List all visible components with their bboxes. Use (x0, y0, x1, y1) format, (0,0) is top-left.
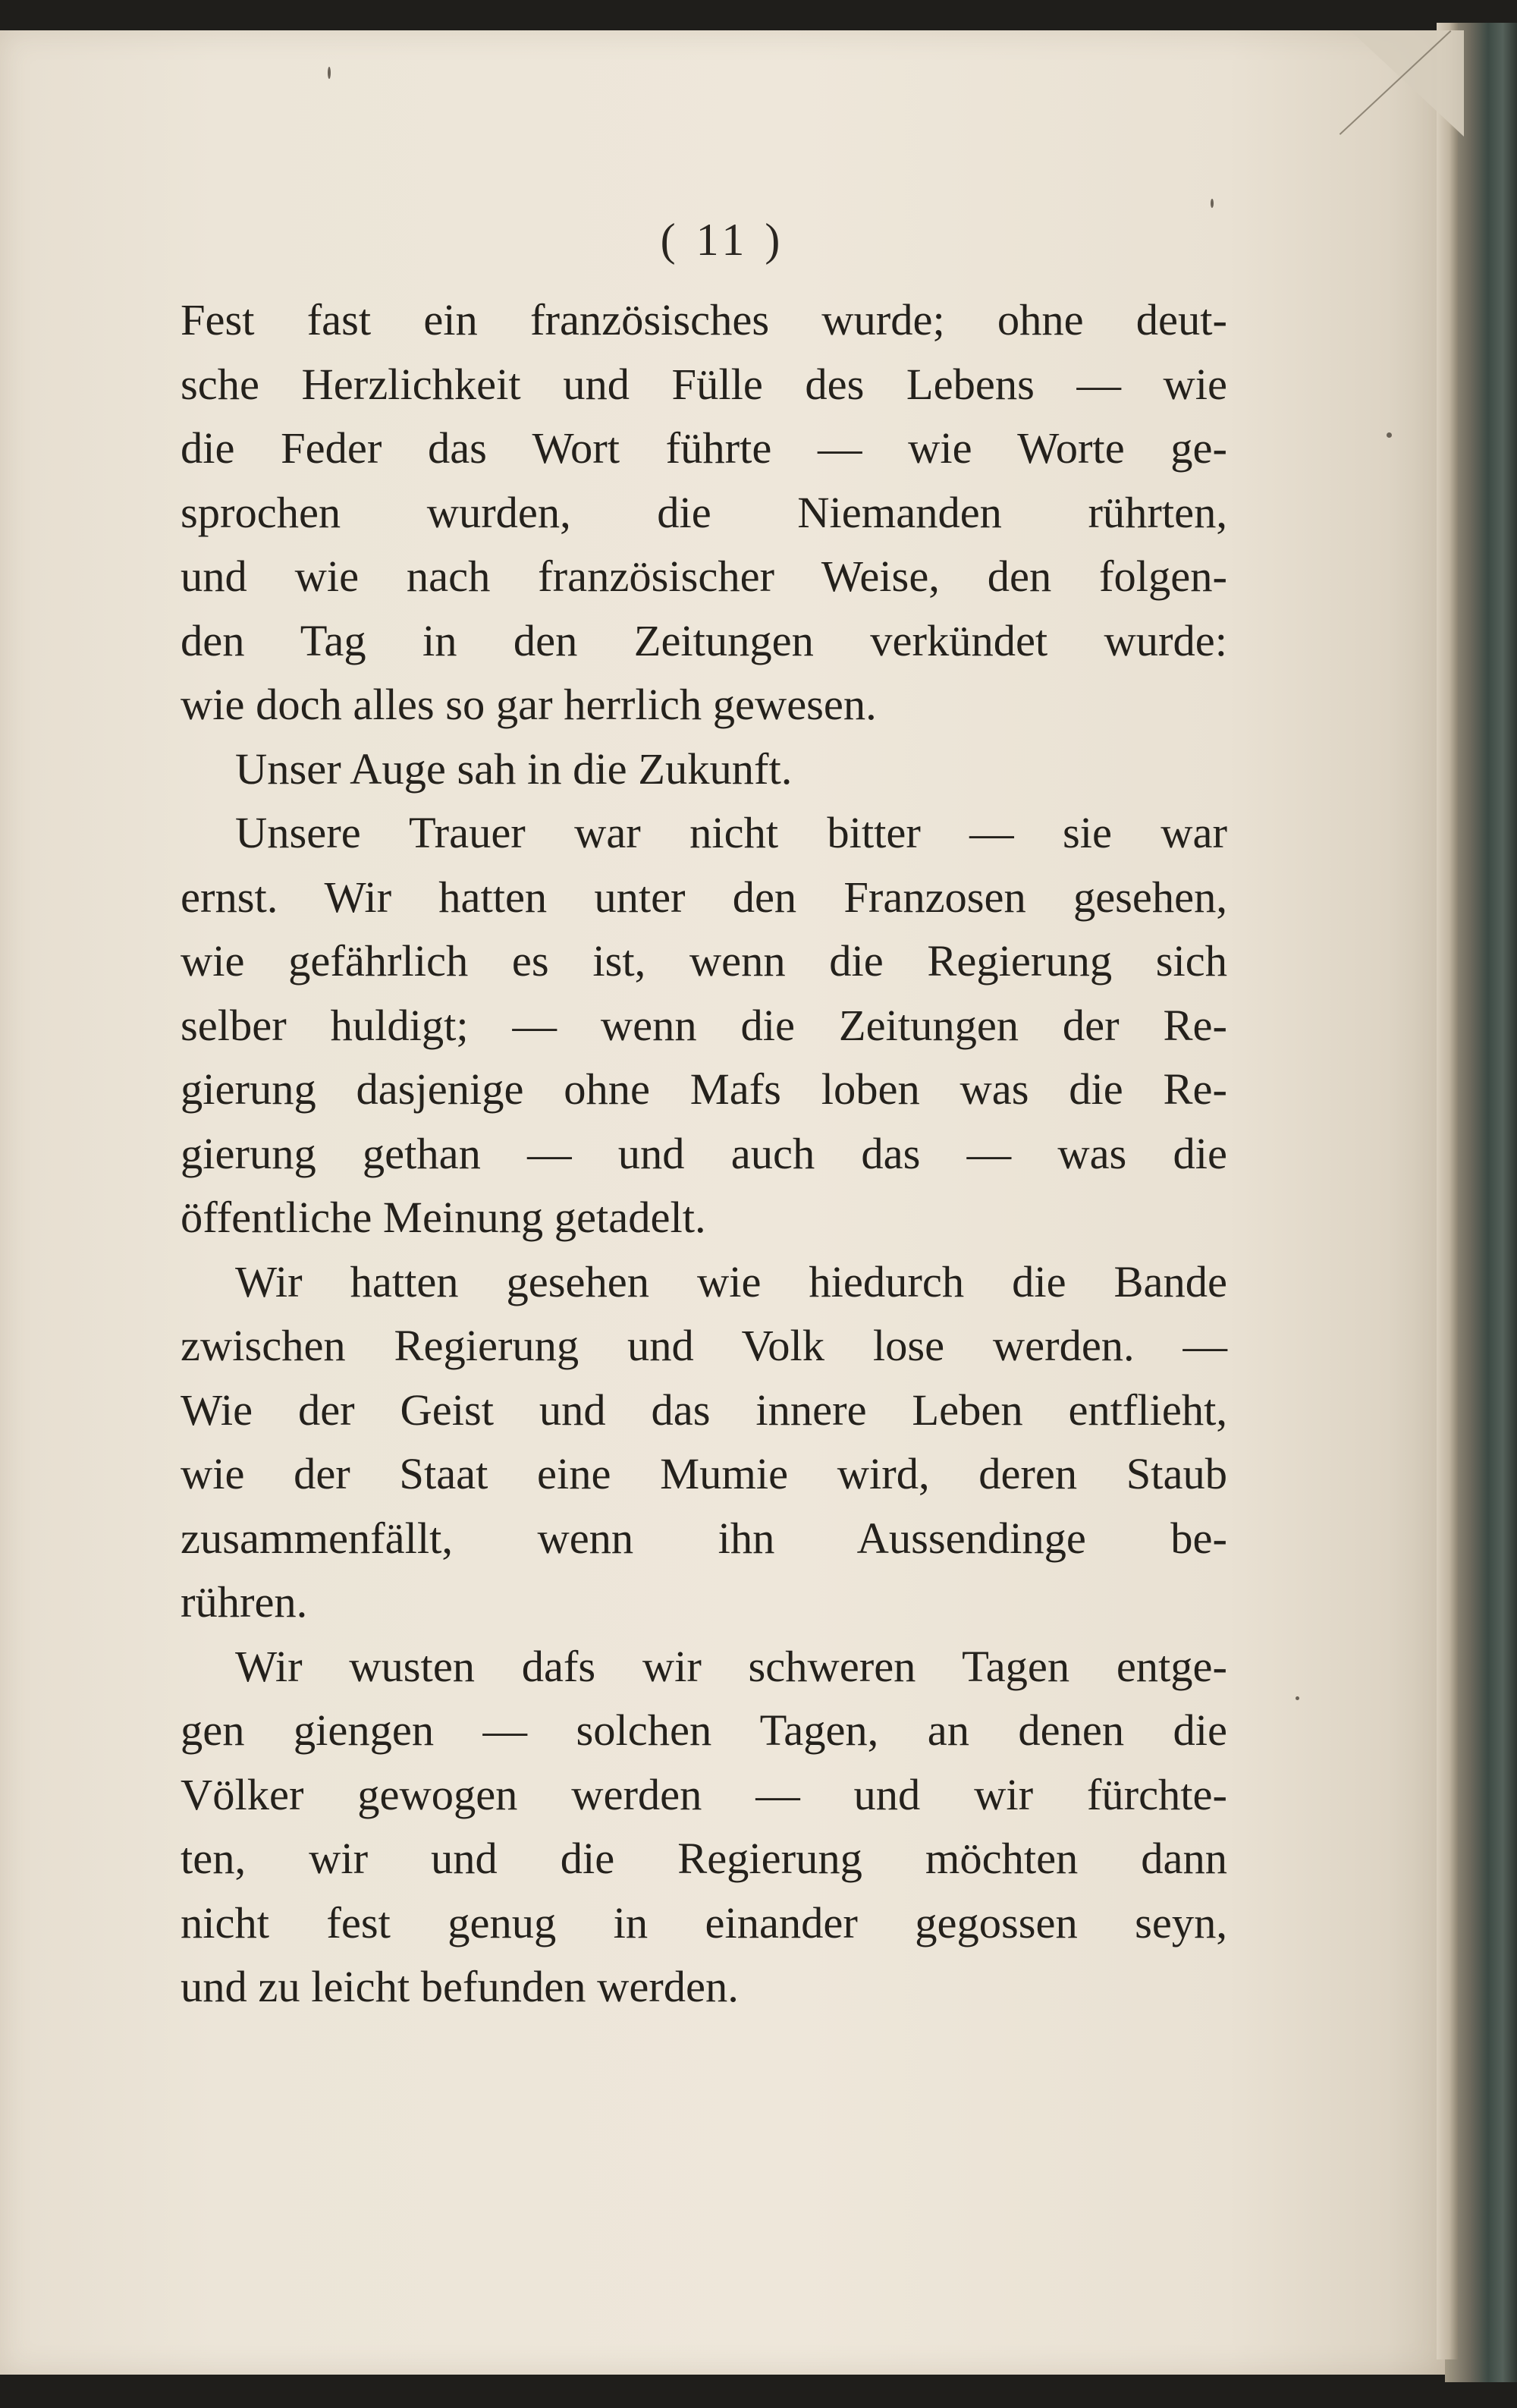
text-line: gierung dasjenige ohne Mafs loben was die Re- (181, 1064, 1227, 1114)
text-line: zusammenfällt, wenn ihn Aussendinge be- (181, 1513, 1227, 1563)
page-number: ( 11 ) (660, 215, 785, 265)
text-line: den Tag in den Zeitungen verkündet wurde: (181, 615, 1227, 665)
text-line: Wir wusten dafs wir schweren Tagen entge- (235, 1641, 1227, 1691)
text-line: gierung gethan — und auch das — was die (181, 1128, 1227, 1178)
body-text (181, 288, 1227, 2020)
paper-speck (1211, 199, 1214, 208)
text-line: zwischen Regierung und Volk lose werden. — (181, 1321, 1227, 1370)
text-line: Wir hatten gesehen wie hiedurch die Bande (235, 1256, 1227, 1306)
text-line: gen giengen — solchen Tagen, an denen die (181, 1705, 1227, 1755)
text-line: ernst. Wir hatten unter den Franzosen gesehen, (181, 872, 1227, 922)
text-line: sprochen wurden, die Niemanden rührten, (181, 487, 1227, 537)
text-line: Unsere Trauer war nicht bitter — sie war (235, 808, 1227, 857)
text-line: und zu leicht befunden werden. (181, 1962, 739, 2011)
text-line: Fest fast ein französisches wurde; ohne deut- (181, 295, 1227, 344)
text-line: wie gefährlich es ist, wenn die Regierung sich (181, 936, 1227, 986)
text-line: rühren. (181, 1577, 308, 1627)
text-line: sche Herzlichkeit und Fülle des Lebens — wie (181, 359, 1227, 409)
text-line: selber huldigt; — wenn die Zeitungen der Re- (181, 1000, 1227, 1050)
text-line: öffentliche Meinung getadelt. (181, 1193, 706, 1242)
text-line: nicht fest genug in einander gegossen seyn, (181, 1897, 1227, 1947)
text-line: die Feder das Wort führte — wie Worte ge- (181, 423, 1227, 473)
paper-speck (328, 67, 331, 79)
text-line: wie der Staat eine Mumie wird, deren Staub (181, 1449, 1227, 1498)
folded-corner (1350, 30, 1464, 137)
text-line: Völker gewogen werden — und wir fürchte- (181, 1769, 1227, 1819)
text-line: Wie der Geist und das innere Leben entflieht, (181, 1385, 1227, 1435)
page-edge (1437, 23, 1458, 2359)
text-line: und wie nach französischer Weise, den folgen- (181, 552, 1227, 601)
paper-speck (1296, 1696, 1299, 1700)
text-line: wie doch alles so gar herrlich gewesen. (181, 680, 877, 729)
text-line: Unser Auge sah in die Zukunft. (235, 743, 793, 794)
paper-speck (1387, 432, 1392, 438)
text-line: ten, wir und die Regierung möchten dann (181, 1834, 1227, 1883)
